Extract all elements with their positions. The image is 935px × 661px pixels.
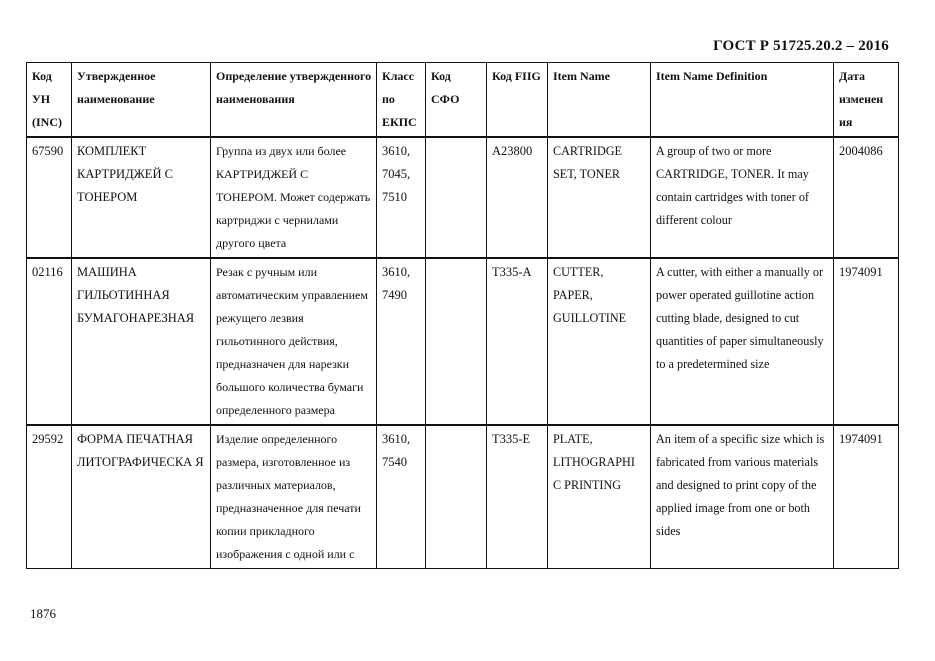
column-header-item-definition: Item Name Definition xyxy=(651,63,834,138)
cell-inc: 02116 xyxy=(27,258,72,425)
cell-item-definition: An item of a specific size which is fabricated from various materials and designed to print copy of the applied image from one or both sides xyxy=(651,425,834,569)
cell-definition: Группа из двух или более КАРТРИДЖЕЙ С ТОНЕРОМ. Может содержать картриджи с чернилами другого цвета xyxy=(211,137,377,258)
cell-item-name: PLATE, LITHOGRAPHI C PRINTING xyxy=(548,425,651,569)
cell-inc: 29592 xyxy=(27,425,72,569)
cell-class: 3610, 7490 xyxy=(377,258,426,425)
cell-item-definition: A cutter, with either a manually or power operated guillotine action cutting blade, designed to cut quantities of paper simultaneously to a predetermined size xyxy=(651,258,834,425)
column-header-item-name: Item Name xyxy=(548,63,651,138)
table-row xyxy=(27,425,899,569)
cell-class: 3610, 7045, 7510 xyxy=(377,137,426,258)
cell-inc: 67590 xyxy=(27,137,72,258)
cell-item-definition: A group of two or more CARTRIDGE, TONER. It may contain cartridges with toner of different colour xyxy=(651,137,834,258)
document-standard-title: ГОСТ Р 51725.20.2 – 2016 xyxy=(713,38,889,54)
cell-approved-name: ФОРМА ПЕЧАТНАЯ ЛИТОГРАФИЧЕСКА Я xyxy=(72,425,211,569)
column-header-sfo: Код СФО xyxy=(426,63,487,138)
cell-definition: Изделие определенного размера, изготовленное из различных материалов, предназначенное для печати копии прикладного изображения с одной или с xyxy=(211,425,377,569)
cell-definition: Резак с ручным или автоматическим управлением режущего лезвия гильотинного действия, предназначен для нарезки большого количества бумаги определенного размера xyxy=(211,258,377,425)
column-header-class: Класс по ЕКПС xyxy=(377,63,426,138)
cell-approved-name: КОМПЛЕКТ КАРТРИДЖЕЙ С ТОНЕРОМ xyxy=(72,137,211,258)
cell-fiig: T335-E xyxy=(487,425,548,569)
cell-fiig: T335-A xyxy=(487,258,548,425)
column-header-definition: Определение утвержденного наименования xyxy=(211,63,377,138)
cell-fiig: A23800 xyxy=(487,137,548,258)
column-header-approved-name: Утвержденное наименование xyxy=(72,63,211,138)
column-header-change-date: Дата изменен ия xyxy=(834,63,899,138)
cell-change-date: 2004086 xyxy=(834,137,899,258)
cell-item-name: CARTRIDGE SET, TONER xyxy=(548,137,651,258)
table-row xyxy=(27,137,899,258)
cell-change-date: 1974091 xyxy=(834,425,899,569)
cell-change-date: 1974091 xyxy=(834,258,899,425)
cell-item-name: CUTTER, PAPER, GUILLOTINE xyxy=(548,258,651,425)
cell-class: 3610, 7540 xyxy=(377,425,426,569)
cell-sfo xyxy=(426,137,487,258)
item-name-table xyxy=(26,62,899,569)
table-header-row xyxy=(27,63,899,138)
cell-sfo xyxy=(426,425,487,569)
cell-sfo xyxy=(426,258,487,425)
column-header-inc: Код УН (INC) xyxy=(27,63,72,138)
column-header-fiig: Код FIIG xyxy=(487,63,548,138)
page-number: 1876 xyxy=(30,606,56,621)
table-row xyxy=(27,258,899,425)
cell-approved-name: МАШИНА ГИЛЬОТИННАЯ БУМАГОНАРЕЗНАЯ xyxy=(72,258,211,425)
